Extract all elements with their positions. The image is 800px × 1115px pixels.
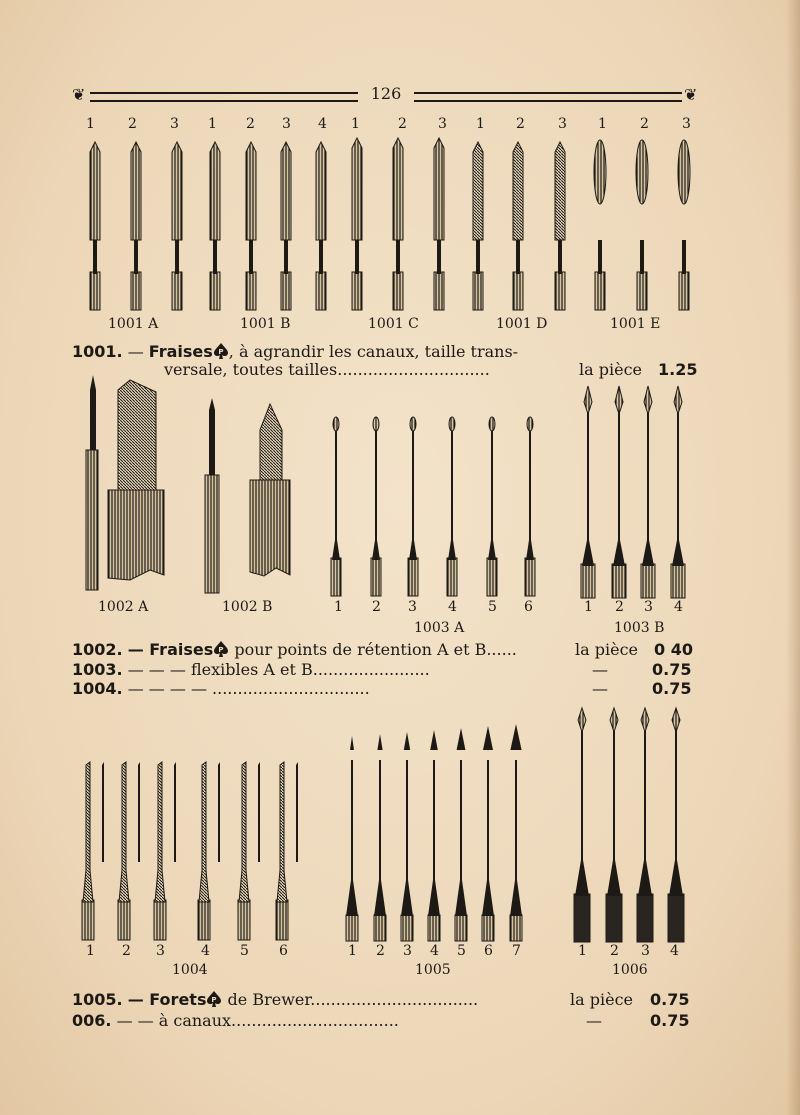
bur-shank bbox=[641, 564, 655, 598]
drill-body bbox=[401, 760, 413, 916]
bur-1001-7 bbox=[316, 142, 326, 310]
drill-tip bbox=[430, 730, 438, 750]
bur-neck bbox=[93, 240, 97, 274]
bur-1001-6 bbox=[281, 142, 291, 310]
number-1004-3: 3 bbox=[156, 943, 165, 959]
number-1006-4: 4 bbox=[670, 943, 679, 959]
label-1003a: 1003 A bbox=[414, 620, 465, 636]
bur-neck bbox=[516, 240, 520, 274]
bur-1001-8 bbox=[352, 138, 362, 310]
drill-1004-3 bbox=[154, 762, 176, 940]
number-1003b-3: 3 bbox=[644, 599, 653, 615]
bur-1001-13 bbox=[555, 142, 565, 310]
page-number: 126 bbox=[370, 84, 402, 103]
bur-head bbox=[434, 138, 444, 240]
drill-1005-2 bbox=[374, 734, 386, 941]
label-1002b: 1002 B bbox=[222, 599, 273, 615]
bur-head bbox=[210, 142, 220, 240]
bur-shank bbox=[281, 272, 291, 310]
bur-1003b-2 bbox=[612, 386, 626, 598]
drill-1006-4 bbox=[668, 708, 684, 942]
bur-shank bbox=[612, 564, 626, 598]
row-1002-price: 0 40 bbox=[654, 640, 693, 659]
bur-1002b-tip bbox=[209, 398, 215, 475]
number-1001-11: 1 bbox=[476, 116, 485, 132]
bur-head bbox=[281, 142, 291, 240]
bur-neck bbox=[682, 240, 686, 274]
bur-shank bbox=[447, 558, 457, 596]
drill-body bbox=[669, 730, 683, 896]
drill-head bbox=[578, 708, 586, 732]
burs-1002-1003 bbox=[86, 375, 685, 598]
drill-shank bbox=[238, 900, 250, 940]
bur-1001-5 bbox=[246, 142, 256, 310]
bur-neck bbox=[582, 412, 594, 566]
bur-head bbox=[316, 142, 326, 240]
group-label-1001-2: 1001 B bbox=[240, 316, 291, 332]
row-1003-desc: — — — flexibles A et B....................... bbox=[127, 660, 430, 679]
drill-1004-5 bbox=[238, 762, 260, 940]
drill-1004-6 bbox=[276, 762, 298, 940]
bur-neck bbox=[476, 240, 480, 274]
row-1005-name: — Forets bbox=[127, 990, 207, 1009]
number-1001-16: 3 bbox=[682, 116, 691, 132]
number-1005-6: 6 bbox=[484, 943, 493, 959]
number-1003a-5: 5 bbox=[488, 599, 497, 615]
number-1001-14: 1 bbox=[598, 116, 607, 132]
burs-1001 bbox=[90, 138, 690, 310]
bur-neck bbox=[526, 430, 534, 560]
number-1004-5: 5 bbox=[240, 943, 249, 959]
bur-shank bbox=[210, 272, 220, 310]
bur-head bbox=[615, 386, 623, 414]
group-label-1001-4: 1001 D bbox=[496, 316, 548, 332]
number-1003b-4: 4 bbox=[674, 599, 683, 615]
bur-1001-14 bbox=[594, 140, 606, 310]
entry-1001-number: 1001. bbox=[72, 342, 123, 361]
bur-neck bbox=[372, 430, 380, 560]
bur-1001-15 bbox=[636, 140, 648, 310]
number-1003a-3: 3 bbox=[408, 599, 417, 615]
drill-body bbox=[607, 730, 621, 896]
drill-shank bbox=[401, 915, 413, 941]
group-label-1001-1: 1001 A bbox=[108, 316, 159, 332]
bur-shank bbox=[487, 558, 497, 596]
row-1002-unit: la pièce bbox=[575, 640, 638, 659]
drill-body bbox=[455, 760, 467, 916]
drill-shank bbox=[118, 900, 130, 940]
bur-neck bbox=[598, 240, 602, 274]
number-1001-2: 2 bbox=[128, 116, 137, 132]
bur-head bbox=[594, 140, 606, 204]
bur-1003b-4 bbox=[671, 386, 685, 598]
row-1004-number: 1004. bbox=[72, 679, 123, 698]
bur-1003a-3 bbox=[408, 417, 418, 596]
label-1006: 1006 bbox=[612, 962, 648, 978]
drill-body bbox=[119, 762, 129, 902]
number-1003b-2: 2 bbox=[615, 599, 624, 615]
svg-text:P: P bbox=[218, 348, 224, 356]
drill-tip bbox=[350, 736, 354, 750]
bur-shank bbox=[316, 272, 326, 310]
group-label-1001-3: 1001 C bbox=[368, 316, 419, 332]
drill-tip bbox=[510, 724, 521, 750]
drill-1005-6 bbox=[482, 726, 494, 941]
entry-1001-line2 bbox=[164, 360, 490, 380]
bur-1002a-tip bbox=[90, 375, 96, 450]
drill-body bbox=[277, 762, 287, 902]
number-1001-15: 2 bbox=[640, 116, 649, 132]
bur-neck bbox=[409, 430, 417, 560]
bur-head bbox=[584, 386, 592, 414]
row-1004-price: 0.75 bbox=[652, 679, 692, 698]
number-1003b-1: 1 bbox=[584, 599, 593, 615]
bur-neck bbox=[613, 412, 625, 566]
row-1005-unit: la pièce bbox=[570, 990, 633, 1009]
bur-neck bbox=[319, 240, 323, 274]
number-1006-2: 2 bbox=[610, 943, 619, 959]
row-1005-number: 1005. bbox=[72, 990, 123, 1009]
number-1001-8: 1 bbox=[351, 116, 360, 132]
drill-shank bbox=[346, 915, 358, 941]
bur-head bbox=[555, 142, 565, 240]
bur-neck bbox=[437, 240, 441, 274]
row-1002-number: 1002. bbox=[72, 640, 123, 659]
drill-shank bbox=[154, 900, 166, 940]
drill-shank bbox=[637, 894, 653, 942]
bur-1003b-3 bbox=[641, 386, 655, 598]
bur-shank bbox=[331, 558, 341, 596]
bur-1003b-1 bbox=[581, 386, 595, 598]
drill-body bbox=[374, 760, 386, 916]
label-1002a: 1002 A bbox=[98, 599, 149, 615]
bur-head bbox=[352, 138, 362, 240]
bur-shank bbox=[434, 272, 444, 310]
number-1003a-1: 1 bbox=[334, 599, 343, 615]
bur-1001-2 bbox=[131, 142, 141, 310]
entry-1001-unit: la pièce bbox=[579, 360, 642, 379]
drill-1005-4 bbox=[428, 730, 440, 941]
drill-body bbox=[638, 730, 652, 896]
bur-head bbox=[678, 140, 690, 204]
drill-1005-3 bbox=[401, 732, 413, 941]
number-1001-4: 1 bbox=[208, 116, 217, 132]
drill-shank bbox=[668, 894, 684, 942]
row-1004 bbox=[72, 679, 370, 699]
drill-1006-3 bbox=[637, 708, 653, 942]
number-1005-2: 2 bbox=[376, 943, 385, 959]
bur-head bbox=[246, 142, 256, 240]
number-1001-13: 3 bbox=[558, 116, 567, 132]
bur-1001-11 bbox=[473, 142, 483, 310]
drill-tip bbox=[404, 732, 410, 750]
label-1005: 1005 bbox=[415, 962, 451, 978]
bur-head bbox=[333, 417, 339, 431]
row-1006-number: 006. bbox=[72, 1011, 112, 1030]
row-1002-desc: pour points de rétention A et B...... bbox=[229, 640, 517, 659]
number-1001-9: 2 bbox=[398, 116, 407, 132]
drill-tip bbox=[483, 726, 493, 750]
entry-1001-desc1: , à agrandir les canaux, taille trans- bbox=[228, 342, 519, 361]
row-1003-number: 1003. bbox=[72, 660, 123, 679]
bur-neck bbox=[488, 430, 496, 560]
bur-neck bbox=[558, 240, 562, 274]
drill-loose-bit bbox=[218, 762, 220, 862]
entry-1001-dash: — bbox=[127, 342, 144, 361]
bur-1002b-shank bbox=[205, 475, 219, 593]
bur-head bbox=[172, 142, 182, 240]
row-1005 bbox=[72, 990, 478, 1013]
bur-1001-9 bbox=[393, 138, 403, 310]
row-1005-desc: de Brewer................................. bbox=[222, 990, 479, 1009]
bur-shank bbox=[408, 558, 418, 596]
number-1004-4: 4 bbox=[201, 943, 210, 959]
drill-shank bbox=[82, 900, 94, 940]
number-1005-5: 5 bbox=[457, 943, 466, 959]
bur-shank bbox=[595, 272, 605, 310]
ornament-right-icon: ❦ bbox=[684, 85, 698, 104]
bur-shank bbox=[172, 272, 182, 310]
drill-loose-bit bbox=[138, 762, 140, 862]
bur-shank bbox=[525, 558, 535, 596]
drill-body bbox=[239, 762, 249, 902]
row-1006-price: 0.75 bbox=[650, 1011, 690, 1030]
drill-body bbox=[83, 762, 93, 902]
bur-neck bbox=[249, 240, 253, 274]
drill-tip bbox=[457, 728, 466, 750]
bur-1002a-head bbox=[118, 380, 156, 500]
row-1004-desc: — — — — ............................... bbox=[127, 679, 370, 698]
label-1004: 1004 bbox=[172, 962, 208, 978]
bur-1003a-5 bbox=[487, 417, 497, 596]
number-1001-3: 3 bbox=[170, 116, 179, 132]
drill-head bbox=[610, 708, 618, 732]
row-1006 bbox=[72, 1011, 399, 1031]
number-1001-10: 3 bbox=[438, 116, 447, 132]
bur-shank bbox=[581, 564, 595, 598]
bur-shank bbox=[371, 558, 381, 596]
number-1003a-4: 4 bbox=[448, 599, 457, 615]
group-label-1001-5: 1001 E bbox=[610, 316, 661, 332]
bur-neck bbox=[642, 412, 654, 566]
bur-head bbox=[636, 140, 648, 204]
drill-1004-2 bbox=[118, 762, 140, 940]
bur-neck bbox=[332, 430, 340, 560]
bur-neck bbox=[213, 240, 217, 274]
bur-shank bbox=[513, 272, 523, 310]
drill-body bbox=[199, 762, 209, 902]
entry-1001-dots: .............................. bbox=[337, 360, 490, 379]
bur-1003a-2 bbox=[371, 417, 381, 596]
drill-1005-5 bbox=[455, 728, 467, 941]
drills-1004-1006 bbox=[82, 708, 684, 942]
number-1005-3: 3 bbox=[403, 943, 412, 959]
number-1001-12: 2 bbox=[516, 116, 525, 132]
drill-body bbox=[482, 760, 494, 916]
row-1002-name: — Fraises bbox=[127, 640, 214, 659]
bur-head bbox=[90, 142, 100, 240]
drill-shank bbox=[606, 894, 622, 942]
bur-1003a-4 bbox=[447, 417, 457, 596]
number-1005-1: 1 bbox=[348, 943, 357, 959]
row-1003-price: 0.75 bbox=[652, 660, 692, 679]
bur-neck bbox=[672, 412, 684, 566]
bur-1002b-head bbox=[260, 404, 282, 480]
drill-shank bbox=[198, 900, 210, 940]
bur-shank bbox=[131, 272, 141, 310]
bur-1002b-body bbox=[250, 480, 290, 576]
spade-p-icon bbox=[206, 990, 222, 1013]
svg-text:P: P bbox=[218, 646, 224, 654]
number-1004-2: 2 bbox=[122, 943, 131, 959]
drill-1006-1 bbox=[574, 708, 590, 942]
bur-shank bbox=[352, 272, 362, 310]
bur-shank bbox=[679, 272, 689, 310]
ornament-left-icon: ❦ bbox=[72, 85, 86, 104]
bur-head bbox=[393, 138, 403, 240]
drill-body bbox=[510, 760, 522, 916]
bur-1001-12 bbox=[513, 142, 523, 310]
bur-shank bbox=[473, 272, 483, 310]
bur-shank bbox=[671, 564, 685, 598]
drill-shank bbox=[510, 915, 522, 941]
drill-tip bbox=[377, 734, 382, 750]
number-1001-1: 1 bbox=[86, 116, 95, 132]
entry-1001-name: Fraises bbox=[148, 342, 213, 361]
bur-head bbox=[644, 386, 652, 414]
number-1006-3: 3 bbox=[641, 943, 650, 959]
bur-neck bbox=[448, 430, 456, 560]
bur-neck bbox=[284, 240, 288, 274]
number-1001-6: 3 bbox=[282, 116, 291, 132]
bur-1001-10 bbox=[434, 138, 444, 310]
drill-body bbox=[155, 762, 165, 902]
row-1004-unit: — bbox=[592, 679, 608, 698]
drill-loose-bit bbox=[296, 762, 298, 862]
number-1005-7: 7 bbox=[512, 943, 521, 959]
row-1006-unit: — bbox=[586, 1011, 602, 1030]
number-1001-7: 4 bbox=[318, 116, 327, 132]
bur-1001-1 bbox=[90, 142, 100, 310]
row-1003-unit: — bbox=[592, 660, 608, 679]
bur-neck bbox=[175, 240, 179, 274]
drill-1004-4 bbox=[198, 762, 220, 940]
bur-1003a-1 bbox=[331, 417, 341, 596]
drill-1006-2 bbox=[606, 708, 622, 942]
bur-shank bbox=[555, 272, 565, 310]
row-1003 bbox=[72, 660, 430, 680]
bur-head bbox=[513, 142, 523, 240]
drill-shank bbox=[482, 915, 494, 941]
drill-shank bbox=[276, 900, 288, 940]
bur-head bbox=[449, 417, 455, 431]
row-1006-desc: — — à canaux................................. bbox=[116, 1011, 399, 1030]
bur-1002a-shank bbox=[86, 450, 98, 590]
drill-shank bbox=[574, 894, 590, 942]
entry-1001-desc2: versale, toutes tailles bbox=[164, 360, 338, 379]
bur-head bbox=[527, 417, 533, 431]
bur-neck bbox=[640, 240, 644, 274]
number-1001-5: 2 bbox=[246, 116, 255, 132]
bur-1001-4 bbox=[210, 142, 220, 310]
bur-1002a-body bbox=[108, 490, 164, 580]
bur-neck bbox=[396, 240, 400, 274]
drill-body bbox=[346, 760, 358, 916]
drill-shank bbox=[428, 915, 440, 941]
number-1004-6: 6 bbox=[279, 943, 288, 959]
bur-head bbox=[473, 142, 483, 240]
bur-shank bbox=[393, 272, 403, 310]
drill-shank bbox=[455, 915, 467, 941]
row-1005-price: 0.75 bbox=[650, 990, 690, 1009]
drill-1005-7 bbox=[510, 724, 522, 941]
drill-body bbox=[428, 760, 440, 916]
drill-loose-bit bbox=[102, 762, 104, 862]
number-1003a-2: 2 bbox=[372, 599, 381, 615]
drill-1005-1 bbox=[346, 736, 358, 941]
number-1006-1: 1 bbox=[578, 943, 587, 959]
bur-shank bbox=[637, 272, 647, 310]
drill-head bbox=[672, 708, 680, 732]
svg-text:P: P bbox=[211, 996, 218, 1004]
bur-head bbox=[410, 417, 416, 431]
drill-shank bbox=[374, 915, 386, 941]
drill-1004-1 bbox=[82, 762, 104, 940]
bur-1003a-6 bbox=[525, 417, 535, 596]
drill-loose-bit bbox=[258, 762, 260, 862]
bur-1001-16 bbox=[678, 140, 690, 310]
bur-neck bbox=[134, 240, 138, 274]
number-1004-1: 1 bbox=[86, 943, 95, 959]
bur-head bbox=[674, 386, 682, 414]
bur-shank bbox=[246, 272, 256, 310]
bur-1001-3 bbox=[172, 142, 182, 310]
entry-1001-price: 1.25 bbox=[658, 360, 698, 379]
number-1003a-6: 6 bbox=[524, 599, 533, 615]
drill-body bbox=[575, 730, 589, 896]
label-1003b: 1003 B bbox=[614, 620, 665, 636]
bur-head bbox=[373, 417, 379, 431]
number-1005-4: 4 bbox=[430, 943, 439, 959]
drill-head bbox=[641, 708, 649, 732]
bur-head bbox=[489, 417, 495, 431]
bur-neck bbox=[355, 240, 359, 274]
bur-shank bbox=[90, 272, 100, 310]
bur-head bbox=[131, 142, 141, 240]
drill-loose-bit bbox=[174, 762, 176, 862]
